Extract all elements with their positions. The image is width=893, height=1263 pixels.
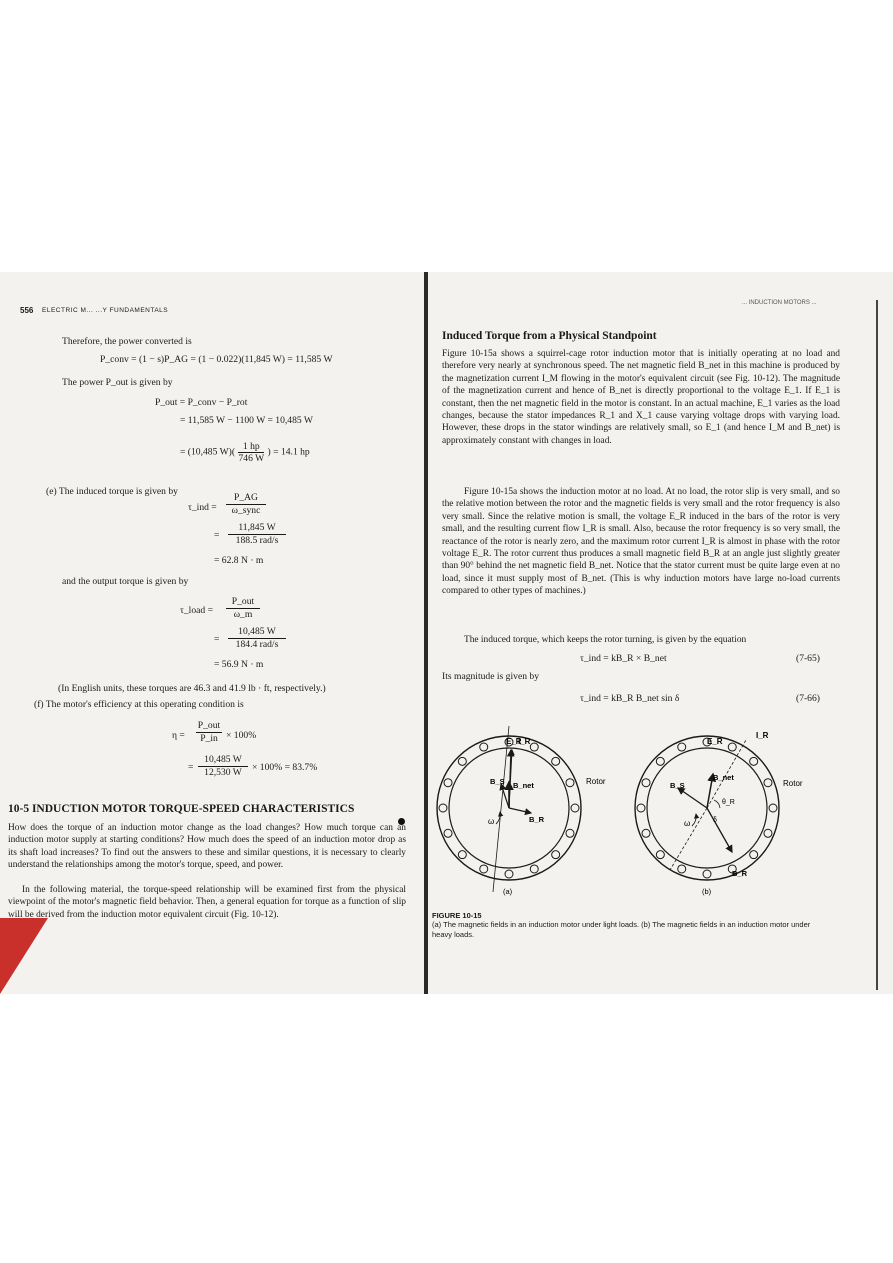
rotor-bar	[530, 743, 538, 751]
book-gutter	[424, 272, 428, 994]
fraction: P_out ω_m	[226, 596, 260, 621]
label-thetaR-b: θ_R	[722, 799, 735, 806]
rotor-bar	[750, 757, 758, 765]
label-Bnet-a: B_net	[513, 781, 534, 790]
figure-label-a: (a)	[503, 887, 513, 896]
equation-7-65: τ_ind = kB_R × B_net	[580, 653, 667, 664]
rotor-bar	[678, 865, 686, 873]
subsection-heading: Induced Torque from a Physical Standpoint	[442, 330, 657, 342]
rotor-bar	[642, 779, 650, 787]
page-number: 556	[20, 306, 34, 315]
rotor-diagram-b	[635, 736, 779, 880]
figure-caption-text: (a) The magnetic fields in an induction motor under light loads. (b) The magnetic fields in an induction motor under heavy loads.	[432, 920, 811, 939]
rotor-bar	[642, 829, 650, 837]
equation-number: (7-66)	[796, 693, 820, 704]
equation-tind-result: = 62.8 N · m	[214, 555, 264, 566]
rotor-bar	[458, 851, 466, 859]
label-ER-b: E_R	[707, 737, 723, 746]
label-delta-b: δ	[713, 817, 717, 824]
paragraph: Figure 10-15a shows a squirrel-cage rotor induction motor that is initially operating at no load and therefore very nearly at synchronous speed. The net magnetic field B_net in this machine is produced by the magnetization current I_M flowing in the motor's equivalent circuit (see Fig. 10-12). The magnitude of the magnetization current and hence of B_net is directly proportional to the voltage E_1. If E_1 is constant, then the net magnetic field in the motor is constant. In an actual machine, E_1 varies as the load changes, because the stator impedances R_1 and X_1 cause varying voltage drops with varying load. However, these drops in the stator windings are relatively small, so E_1 (and hence I_M and B_net) is approximately constant with changes in load.	[442, 349, 840, 446]
paragraph: How does the torque of an induction motor change as the load changes? How much torque can an induction motor supply at starting conditions? How much does the speed of an induction motor drop as its shaft load increases? To find out the answers to these and similar questions, it is necessary to clearly understand the relationships among the motor's torque, speed, and power.	[8, 823, 406, 871]
text-line: Therefore, the power converted is	[62, 336, 192, 347]
rotor-bar	[439, 804, 447, 812]
label-Bs-b: B_S	[670, 781, 685, 790]
rotor-bar	[552, 757, 560, 765]
equation-pconv: P_conv = (1 − s)P_AG = (1 − 0.022)(11,845 W) = 11,585 W	[100, 354, 333, 365]
text-line: and the output torque is given by	[62, 576, 189, 587]
text-line: (f) The motor's efficiency at this operating condition is	[34, 699, 244, 710]
rotor-bar	[505, 870, 513, 878]
equation-tload-result: = 56.9 N · m	[214, 659, 264, 670]
fraction: 11,845 W 188.5 rad/s	[228, 522, 286, 547]
rotor-bar	[571, 804, 579, 812]
rotor-label-b: Rotor	[783, 779, 803, 788]
fraction: P_out P_in	[197, 720, 221, 744]
equation-eta-result: × 100% = 83.7%	[252, 762, 318, 773]
label-Bnet-b: B_net	[713, 773, 734, 782]
rotor-bar	[637, 804, 645, 812]
paragraph: The induced torque, which keeps the rotor turning, is given by the equation	[464, 635, 747, 645]
rotor-bar	[750, 851, 758, 859]
equation-eta-lhs: η =	[172, 730, 185, 741]
equation-tind-lhs: τ_ind =	[188, 502, 217, 513]
label-ER-a: E_R	[506, 737, 522, 746]
label-BR-a: B_R	[529, 815, 545, 824]
rotor-bar	[703, 870, 711, 878]
equation-tload-lhs: τ_load =	[180, 605, 213, 616]
running-head-right: ... INDUCTION MOTORS ...	[742, 300, 817, 306]
figure-10-15	[430, 716, 870, 902]
rotor-label-a: Rotor	[586, 777, 606, 786]
rotor-bar	[566, 779, 574, 787]
label-omega-a: ω	[488, 817, 495, 826]
label-omega-b: ω	[684, 819, 691, 828]
rotor-bar	[764, 829, 772, 837]
text-line: (e) The induced torque is given by	[46, 486, 178, 497]
rotor-bar	[678, 743, 686, 751]
rotor-bar	[728, 743, 736, 751]
rotor-diagram-a	[437, 726, 581, 892]
equation-number: (7-65)	[796, 653, 820, 664]
label-Bs-a: B_S	[490, 777, 505, 786]
equation-pout: P_out = P_conv − P_rot	[155, 397, 248, 408]
label-BR-b: B_R	[732, 869, 748, 878]
text-line: Its magnitude is given by	[442, 671, 539, 682]
label-IR-b: I_R	[756, 731, 769, 740]
figure-caption-title: FIGURE 10-15	[432, 911, 482, 920]
label-IR-a: I_R	[518, 737, 531, 746]
paragraph: Figure 10-15a shows the induction motor at no load. At no load, the rotor slip is very small, and so the relative motion between the rotor and the magnetic fields is very small and the rotor frequency is also very small. Since the relative motion is small, the voltage E_R induced in the bars of the rotor is very small, and the resulting current flow I_R is small. Also, because the rotor frequency is so very small, the reactance of the rotor is nearly zero, and the maximum rotor current I_R is almost in phase with the rotor voltage E_R. The rotor current thus produces a small magnetic field B_R at an angle just slightly greater than 90° behind the net magnetic field B_net. Notice that the stator current must be quite large even at no load, since it must supply most of B_net. (This is why induction motors have large no-load currents compared to other types of machines.)	[442, 487, 840, 597]
text-line: (In English units, these torques are 46.3 and 41.9 lb · ft, respectively.)	[58, 683, 326, 694]
equals: =	[214, 530, 220, 541]
running-head-left: ELECTRIC M... ...Y FUNDAMENTALS	[42, 307, 169, 314]
equation-7-66: τ_ind = kB_R B_net sin δ	[580, 693, 680, 704]
text-line: The power P_out is given by	[62, 377, 173, 388]
rotor-bar	[656, 757, 664, 765]
fraction: 10,485 W 184.4 rad/s	[228, 626, 286, 651]
fraction: P_AG ω_sync	[226, 492, 266, 517]
paragraph: In the following material, the torque-speed relationship will be examined first from the physical viewpoint of the motor's magnetic field behavior. Then, a general equation for torque as a function of slip will be derived from the induction motor equivalent circuit (Fig. 10-12).	[8, 885, 406, 920]
equation-pout-hp: = (10,485 W)( $\frac{1 hp}{746 W}$ ) = 14.1 hp	[180, 441, 310, 464]
rotor-bar	[444, 829, 452, 837]
rotor-bar	[480, 865, 488, 873]
fraction: $\frac{10,485 W}{12,530 W}$	[198, 754, 248, 779]
red-corner-mark	[0, 918, 48, 994]
equation-eta-tail: × 100%	[226, 730, 257, 741]
rotor-bar	[566, 829, 574, 837]
section-title: 10-5 INDUCTION MOTOR TORQUE-SPEED CHARACTERISTICS	[8, 803, 355, 815]
figure-label-b: (b)	[702, 887, 712, 896]
rotor-bar	[769, 804, 777, 812]
rotor-bar	[552, 851, 560, 859]
page-edge-line	[876, 300, 878, 990]
rotor-bar	[480, 743, 488, 751]
rotor-bar	[656, 851, 664, 859]
equals: =	[214, 634, 220, 645]
equals: =	[188, 762, 194, 773]
rotor-bar	[458, 757, 466, 765]
rotor-bar	[530, 865, 538, 873]
equation-pout: = 11,585 W − 1100 W = 10,485 W	[180, 415, 313, 426]
rotor-bar	[764, 779, 772, 787]
rotor-bar	[444, 779, 452, 787]
